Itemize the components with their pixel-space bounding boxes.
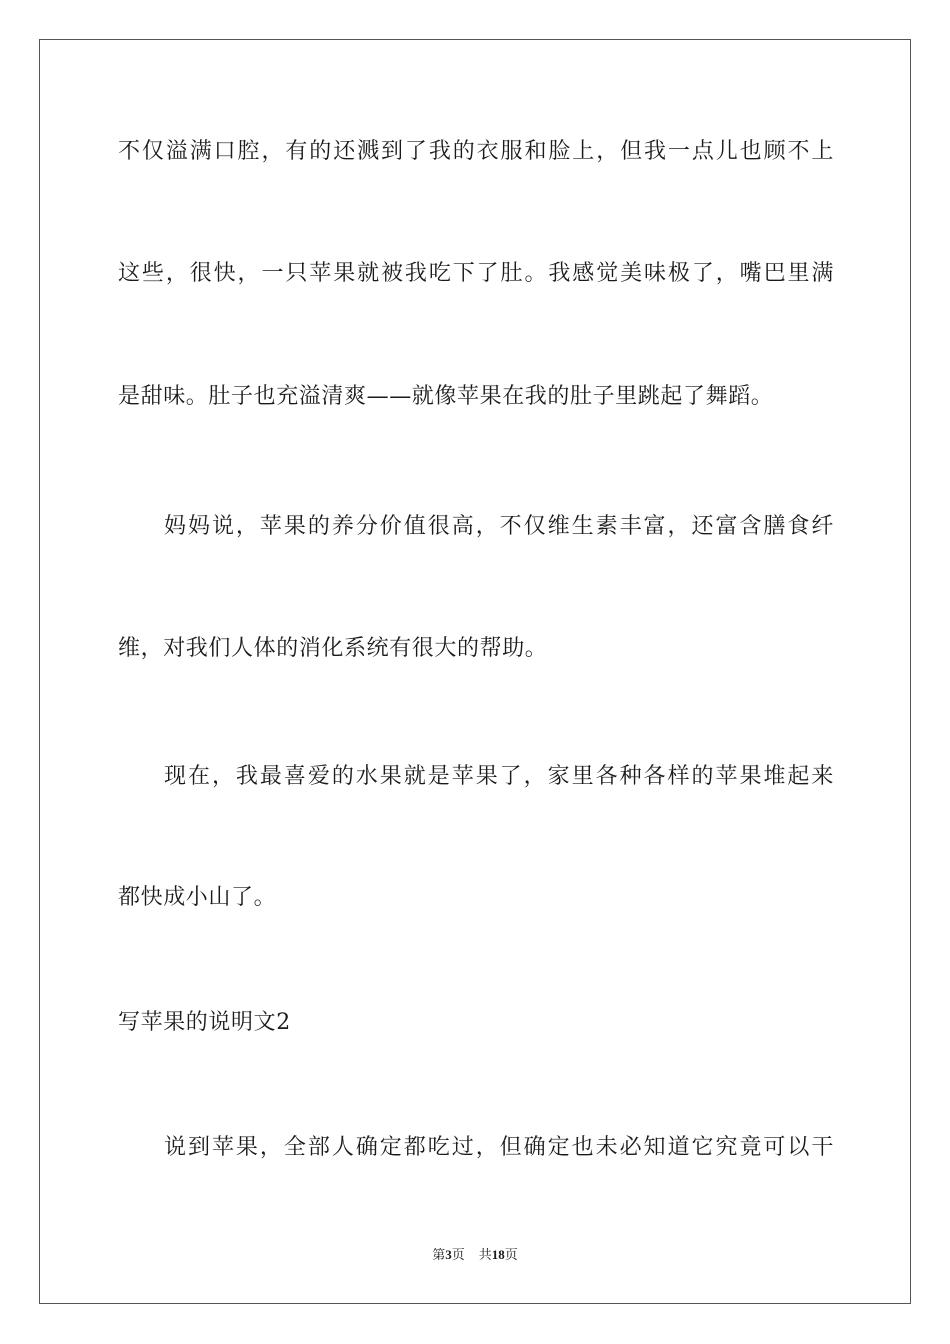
paragraph-line-6: 现在，我最喜爱的水果就是苹果了，家里各种各样的苹果堆起来 xyxy=(164,764,834,789)
footer-total-pages: 18 xyxy=(491,1247,505,1262)
page-footer xyxy=(0,1245,950,1265)
paragraph-line-8: 说到苹果，全部人确定都吃过，但确定也未必知道它究竟可以干 xyxy=(164,1135,834,1160)
section-heading: 写苹果的说明文2 xyxy=(118,1010,291,1035)
paragraph-line-2: 这些，很快，一只苹果就被我吃下了肚。我感觉美味极了，嘴巴里满 xyxy=(118,261,834,286)
page-border xyxy=(39,39,911,1304)
paragraph-line-4: 妈妈说，苹果的养分价值很高，不仅维生素丰富，还富含膳食纤 xyxy=(164,514,834,539)
footer-page-prefix: 第 xyxy=(432,1247,446,1262)
footer-page-suffix: 页 xyxy=(451,1247,465,1262)
footer-page-number: 3 xyxy=(445,1247,452,1262)
footer-total-suffix: 页 xyxy=(504,1247,518,1262)
paragraph-line-7: 都快成小山了。 xyxy=(118,885,277,910)
paragraph-line-1: 不仅溢满口腔，有的还溅到了我的衣服和脸上，但我一点儿也顾不上 xyxy=(118,139,834,164)
paragraph-line-3: 是甜味。肚子也充溢清爽——就像苹果在我的肚子里跳起了舞蹈。 xyxy=(118,384,774,409)
footer-total-prefix: 共 xyxy=(478,1247,492,1262)
paragraph-line-5: 维，对我们人体的消化系统有很大的帮助。 xyxy=(118,636,548,661)
